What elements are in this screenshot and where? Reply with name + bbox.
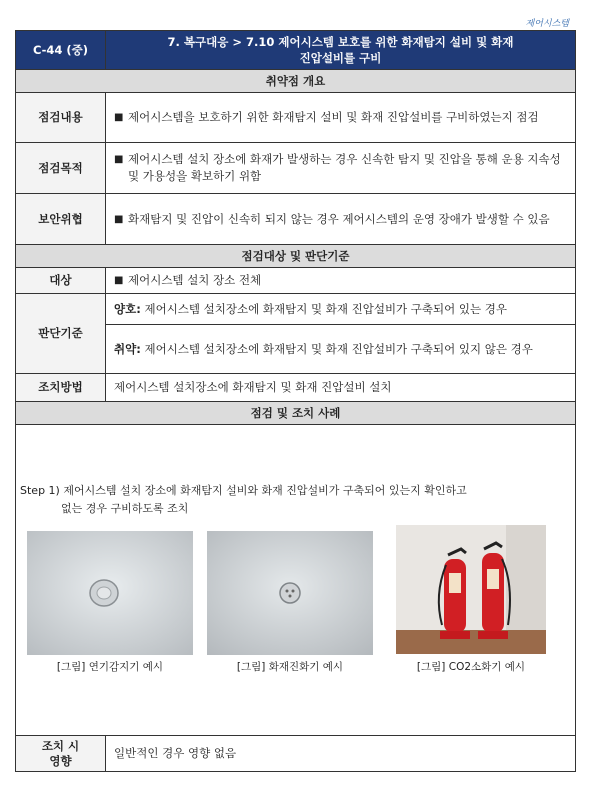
threat-label: 보안위협 xyxy=(16,194,106,245)
bullet-icon: ■ xyxy=(114,275,124,286)
smoke-detector-caption: [그림] 연기감지기 예시 xyxy=(56,661,164,673)
impact-text: 일반적인 경우 영향 없음 xyxy=(106,736,576,772)
action-label: 조치방법 xyxy=(16,374,106,402)
checklist-table xyxy=(15,30,576,772)
corner-category-label: 제어시스템 xyxy=(525,19,569,29)
case-area xyxy=(16,425,576,736)
target-label: 대상 xyxy=(16,268,106,294)
co2-extinguisher-caption: [그림] CO2소화기 예시 xyxy=(416,661,526,673)
weak-label: 취약: xyxy=(114,341,141,356)
item-id: C-44 (중) xyxy=(16,31,106,70)
purpose-label: 점검목적 xyxy=(16,143,106,194)
heat-detector-caption: [그림] 화재진화기 예시 xyxy=(236,661,344,673)
content-text: 제어시스템을 보호하기 위한 화재탐지 설비 및 화재 진압설비를 구비하였는지 점검 xyxy=(128,110,539,124)
good-label: 양호: xyxy=(114,301,141,316)
good-text: 제어시스템 설치장소에 화재탐지 및 화재 진압설비가 구축되어 있는 경우 xyxy=(140,301,507,316)
bullet-icon: ■ xyxy=(114,112,124,123)
section-cases: 점검 및 조치 사례 xyxy=(16,402,576,425)
step-1-text: Step 1) 제어시스템 설치 장소에 화재탐지 설비와 화재 진압설비가 구축되어 있는지 확인하고 없는 경우 구비하도록 조치 xyxy=(20,484,467,515)
purpose-text: 제어시스템 설치 장소에 화재가 발생하는 경우 신속한 탐지 및 진압을 통해 운용 지속성 및 가용성을 확보하기 위함 xyxy=(128,152,561,183)
criteria-label: 판단기준 xyxy=(16,294,106,374)
co2-extinguisher-photo xyxy=(396,525,546,654)
section-overview: 취약점 개요 xyxy=(16,70,576,93)
section-criteria: 점검대상 및 판단기준 xyxy=(16,245,576,268)
content-label: 점검내용 xyxy=(16,93,106,143)
weak-text: 제어시스템 설치장소에 화재탐지 및 화재 진압설비가 구축되어 있지 않은 경우 xyxy=(140,341,533,356)
target-text: 제어시스템 설치 장소 전체 xyxy=(128,273,262,287)
bullet-icon: ■ xyxy=(114,154,124,165)
action-text: 제어시스템 설치장소에 화재탐지 및 화재 진압설비 설치 xyxy=(106,374,576,402)
impact-label: 조치 시 영향 xyxy=(16,736,106,772)
heat-detector-photo xyxy=(207,531,373,655)
smoke-detector-photo xyxy=(27,531,193,655)
threat-text: 화재탐지 및 진압이 신속히 되지 않는 경우 제어시스템의 운영 장애가 발생할 수 있음 xyxy=(128,211,550,226)
bullet-icon: ■ xyxy=(114,213,124,225)
item-title: 7. 복구대응 > 7.10 제어시스템 보호를 위한 화재탐지 설비 및 화재 진압설비를 구비 xyxy=(106,31,576,70)
